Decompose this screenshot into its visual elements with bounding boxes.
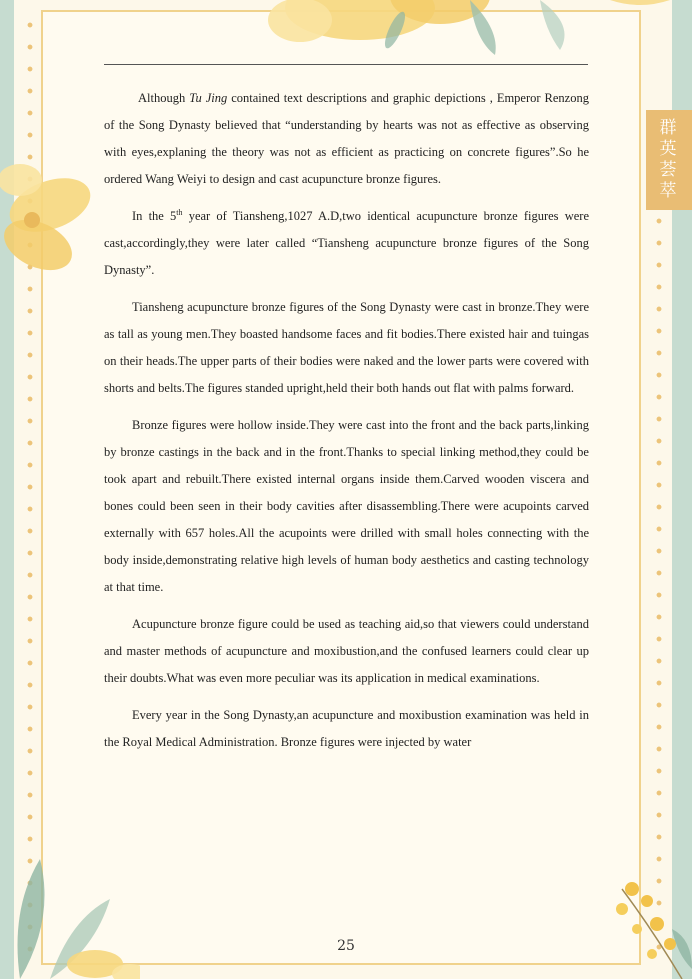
bottom-right-flower-decoration	[592, 869, 692, 979]
section-tab-char: 英	[659, 138, 679, 159]
section-tab-char: 萃	[659, 181, 679, 202]
left-flower-decoration	[0, 150, 110, 320]
paragraph: Tiansheng acupuncture bronze figures of the Song Dynasty were cast in bronze.They were as tall as young men.They boasted handsome faces and fit bodies.There existed hair and tuingas on their heads.The upper parts of their bodies were naked and the lower parts were covered with shorts and belts.The figures standed upright,held their both hands out flat with palms forward.	[104, 300, 589, 395]
header-rule	[104, 64, 588, 65]
paragraph	[104, 203, 589, 284]
paragraph: Bronze figures were hollow inside.They were cast into the front and the back parts,linking by bronze castings in the back and in the front.Thanks to special linking method,they could be took apart and rebuilt.There existed internal organs inside them.Carved wooden viscera and bones could been seen in their body cavities after disassembling.There were acupoints carved externally with 657 holes.All the acupoints were drilled with small holes connecting with the body inside,demonstrating relative high levels of human body aesthetics and casting technology at that time.	[104, 418, 589, 594]
paragraph: Acupuncture bronze figure could be used as teaching aid,so that viewers could understand and master methods of acupuncture and moxibustion,and the confused learners could clear up their doubts.What was even more peculiar was its application in medical examinations.	[104, 617, 589, 685]
paragraph-text: contained text descriptions and graphic depictions , Emperor Renzong of the Song Dynasty believed that “understanding by hearts was not as effective as observing with eyes,explaning the theory was not as efficient as practicing on concrete figures”.So he ordered Wang Weiyi to design and cast acupuncture bronze figures.	[104, 91, 589, 186]
paragraph-text: In the 5	[132, 209, 177, 223]
body-text	[104, 85, 589, 766]
section-tab	[646, 110, 692, 210]
paragraph-text: Although	[138, 91, 190, 105]
right-dot-column	[656, 210, 662, 950]
paragraph-text: year of Tiansheng,1027 A.D,two identical acupuncture bronze figures were cast,accordingly,they were later called “Tiansheng acupuncture bronze figures of the Song Dynasty”.	[104, 209, 589, 277]
paragraph	[104, 85, 589, 193]
left-border-stripe	[0, 0, 14, 979]
bottom-left-leaf-decoration	[0, 839, 140, 979]
section-tab-char: 群	[659, 117, 679, 138]
paragraph: Every year in the Song Dynasty,an acupuncture and moxibustion examination was held in the Royal Medical Administration. Bronze figures were injected by water	[104, 708, 589, 749]
top-flower-decoration	[0, 0, 692, 70]
page-number: 25	[337, 938, 355, 954]
book-title: Tu Jing	[189, 91, 228, 105]
ordinal-superscript: th	[176, 207, 183, 217]
section-tab-char: 荟	[659, 160, 679, 180]
